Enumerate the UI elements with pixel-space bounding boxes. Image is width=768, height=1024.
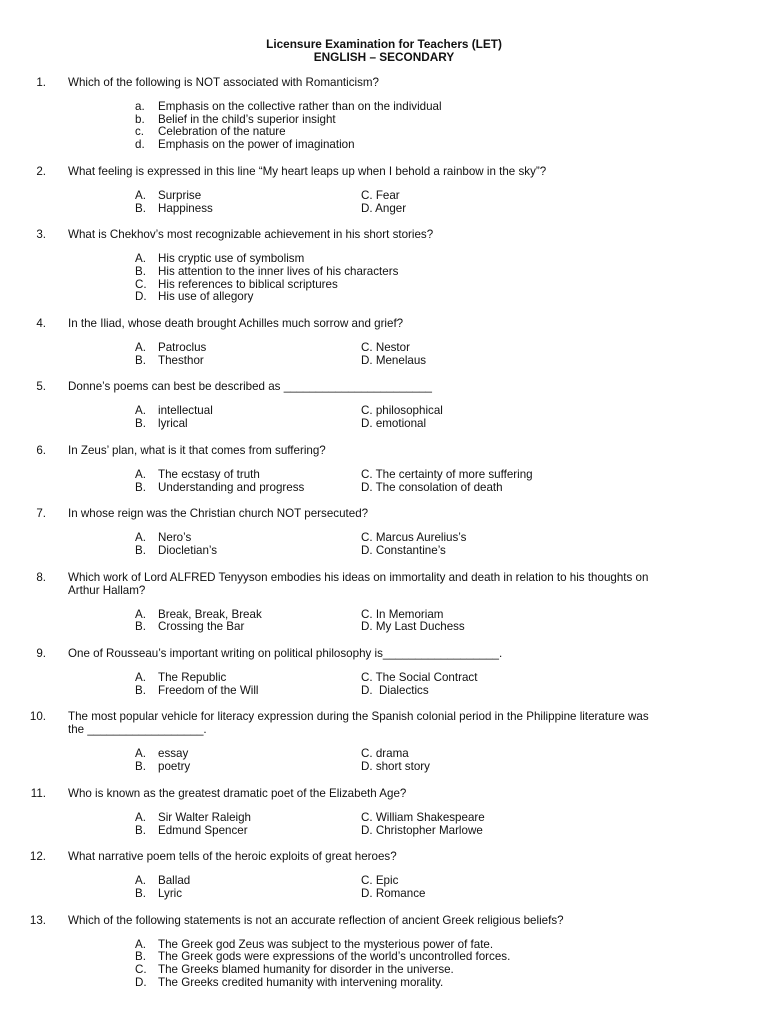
options-grid bbox=[0, 812, 768, 837]
question-number: 1. bbox=[36, 76, 46, 89]
option-letter: B. bbox=[135, 683, 146, 697]
question-number bbox=[0, 584, 68, 597]
option-left bbox=[135, 203, 361, 216]
option-letter: A. bbox=[135, 937, 146, 951]
option-row bbox=[0, 418, 768, 431]
option bbox=[0, 977, 768, 990]
option-text: Crossing the Bar bbox=[158, 620, 245, 634]
option-row bbox=[0, 812, 768, 825]
option-letter: B. bbox=[135, 264, 146, 278]
question-number: 3. bbox=[36, 228, 46, 242]
question-number: 4. bbox=[36, 317, 46, 331]
options-grid bbox=[0, 342, 768, 367]
option-left bbox=[135, 761, 361, 774]
option-text: D. The consolation of death bbox=[361, 480, 503, 494]
question-line bbox=[0, 571, 768, 584]
question-text: the __________________. bbox=[68, 723, 207, 737]
option-text: Celebration of the nature bbox=[158, 125, 286, 139]
option-left bbox=[135, 545, 361, 558]
option-right bbox=[361, 342, 621, 355]
question-text: The most popular vehicle for literacy expression during the Spanish colonial period in the Philippine literature was bbox=[68, 710, 649, 724]
option bbox=[0, 279, 768, 292]
options-grid bbox=[0, 875, 768, 900]
question-number: 13. bbox=[29, 913, 46, 927]
question-number: 9. bbox=[36, 647, 46, 661]
option-text: intellectual bbox=[158, 404, 213, 418]
question-line bbox=[0, 647, 768, 660]
option-letter: C. bbox=[135, 963, 147, 977]
question bbox=[0, 914, 768, 990]
option-row bbox=[0, 825, 768, 838]
option-row bbox=[0, 672, 768, 685]
options-grid bbox=[0, 748, 768, 773]
option-text: D. short story bbox=[361, 760, 430, 774]
option-text: Surprise bbox=[158, 188, 202, 202]
option-text: His attention to the inner lives of his characters bbox=[158, 264, 399, 278]
option-row bbox=[0, 621, 768, 634]
option-right bbox=[361, 672, 621, 685]
option-text: D. emotional bbox=[361, 417, 427, 431]
question-number: 12. bbox=[29, 850, 46, 864]
option-letter: a. bbox=[135, 100, 145, 113]
option-text: poetry bbox=[158, 760, 191, 774]
option-text: Diocletian’s bbox=[158, 543, 218, 557]
option-text: Emphasis on the power of imagination bbox=[158, 138, 355, 152]
option-letter: B. bbox=[135, 950, 146, 964]
option-right bbox=[361, 469, 621, 482]
question-text: What is Chekhov’s most recognizable achievement in his short stories? bbox=[68, 228, 434, 242]
option-text: C. Fear bbox=[361, 188, 400, 202]
option-left bbox=[135, 685, 361, 698]
option-left bbox=[135, 190, 361, 203]
option-right bbox=[361, 812, 621, 825]
option-row bbox=[0, 761, 768, 774]
option-letter: A. bbox=[135, 467, 146, 481]
question-list bbox=[0, 76, 768, 1003]
option-text: C. Epic bbox=[361, 874, 399, 888]
option bbox=[0, 291, 768, 304]
option-text: His use of allegory bbox=[158, 290, 254, 304]
option-right bbox=[361, 482, 621, 495]
question bbox=[0, 787, 768, 837]
option bbox=[0, 964, 768, 977]
option-row bbox=[0, 469, 768, 482]
option-text: Understanding and progress bbox=[158, 480, 305, 494]
options-grid bbox=[0, 532, 768, 557]
question-line bbox=[0, 914, 768, 927]
question-line bbox=[0, 787, 768, 800]
question-line bbox=[0, 710, 768, 723]
option-letter: B. bbox=[135, 886, 146, 900]
question-text: In the Iliad, whose death brought Achilles much sorrow and grief? bbox=[68, 317, 404, 331]
option-letter: A. bbox=[135, 874, 146, 888]
question bbox=[0, 850, 768, 900]
option-left bbox=[135, 812, 361, 825]
option-row bbox=[0, 355, 768, 368]
options-grid bbox=[0, 609, 768, 634]
option-letter: A. bbox=[135, 747, 146, 761]
question-text: One of Rousseau’s important writing on political philosophy is__________________. bbox=[68, 647, 503, 661]
question-line bbox=[0, 584, 768, 597]
option-text: C. The Social Contract bbox=[361, 671, 478, 685]
option-left bbox=[135, 482, 361, 495]
option-row bbox=[0, 685, 768, 698]
document-subtitle: ENGLISH – SECONDARY bbox=[313, 50, 455, 64]
question bbox=[0, 710, 768, 773]
options-list bbox=[0, 101, 768, 152]
option-left bbox=[135, 418, 361, 431]
option-text: D. My Last Duchess bbox=[361, 620, 465, 634]
option-text: His cryptic use of symbolism bbox=[158, 252, 305, 266]
option-right bbox=[361, 545, 621, 558]
question bbox=[0, 571, 768, 634]
option-right bbox=[361, 203, 621, 216]
option-letter: B. bbox=[135, 620, 146, 634]
options-grid bbox=[0, 469, 768, 494]
option-left bbox=[135, 672, 361, 685]
options-list bbox=[0, 253, 768, 304]
option bbox=[0, 139, 768, 152]
option-text: lyrical bbox=[158, 417, 188, 431]
question-line bbox=[0, 444, 768, 457]
option-letter: A. bbox=[135, 404, 146, 418]
question bbox=[0, 165, 768, 215]
option-text: D. Anger bbox=[361, 201, 407, 215]
option-text: Patroclus bbox=[158, 341, 207, 355]
question-line bbox=[0, 850, 768, 863]
option-text: Sir Walter Raleigh bbox=[158, 810, 251, 824]
question-text: In whose reign was the Christian church NOT persecuted? bbox=[68, 507, 369, 521]
option-text: Freedom of the Will bbox=[158, 683, 259, 697]
option bbox=[0, 126, 768, 139]
option-text: C. Marcus Aurelius’s bbox=[361, 531, 467, 545]
option-text: The Greeks blamed humanity for disorder in the universe. bbox=[158, 963, 454, 977]
option-letter: D. bbox=[135, 975, 147, 989]
option bbox=[0, 266, 768, 279]
option-text: D. Romance bbox=[361, 886, 426, 900]
question-line bbox=[0, 76, 768, 89]
question bbox=[0, 228, 768, 304]
question bbox=[0, 317, 768, 367]
option-right bbox=[361, 418, 621, 431]
option-text: Edmund Spencer bbox=[158, 823, 248, 837]
option-letter: A. bbox=[135, 531, 146, 545]
option-text: C. Nestor bbox=[361, 341, 410, 355]
question bbox=[0, 444, 768, 494]
option-letter: A. bbox=[135, 188, 146, 202]
option-right bbox=[361, 685, 621, 698]
option-letter: A. bbox=[135, 810, 146, 824]
question bbox=[0, 380, 768, 430]
option-text: Ballad bbox=[158, 874, 191, 888]
option-left bbox=[135, 469, 361, 482]
question-text: Who is known as the greatest dramatic poet of the Elizabeth Age? bbox=[68, 786, 407, 800]
option bbox=[0, 114, 768, 127]
option-text: C. drama bbox=[361, 747, 409, 761]
question-number: 5. bbox=[36, 380, 46, 394]
option-letter: c. bbox=[135, 125, 145, 139]
question-line bbox=[0, 228, 768, 241]
option-text: Thesthor bbox=[158, 353, 204, 367]
question-text: Which work of Lord ALFRED Tenyyson embodies his ideas on immortality and death in relation to his thoughts on bbox=[68, 570, 649, 584]
option-text: C. In Memoriam bbox=[361, 607, 444, 621]
option-right bbox=[361, 621, 621, 634]
question-text: What feeling is expressed in this line “My heart leaps up when I behold a rainbow in the sky”? bbox=[68, 164, 547, 178]
question bbox=[0, 507, 768, 557]
options-grid bbox=[0, 405, 768, 430]
options-grid bbox=[0, 190, 768, 215]
option-text: Belief in the child’s superior insight bbox=[158, 112, 336, 126]
option-text: C. William Shakespeare bbox=[361, 810, 485, 824]
option-left bbox=[135, 888, 361, 901]
document-title: Licensure Examination for Teachers (LET) bbox=[266, 37, 502, 51]
question-number: 6. bbox=[36, 443, 46, 457]
option-text: Happiness bbox=[158, 201, 213, 215]
option-letter: C. bbox=[135, 277, 147, 291]
option-right bbox=[361, 888, 621, 901]
option-right bbox=[361, 825, 621, 838]
question-number: 11. bbox=[30, 786, 46, 800]
option-left bbox=[135, 342, 361, 355]
option-text: D. Christopher Marlowe bbox=[361, 823, 483, 837]
option-letter: b. bbox=[135, 112, 145, 126]
option-letter: A. bbox=[135, 252, 146, 266]
option-text: D. Constantine’s bbox=[361, 543, 446, 557]
option-text: The Greeks credited humanity with intervening morality. bbox=[158, 975, 444, 989]
question-number: 7. bbox=[36, 507, 46, 521]
option-text: Emphasis on the collective rather than on the individual bbox=[158, 100, 442, 113]
question-line bbox=[0, 380, 768, 393]
option-row bbox=[0, 888, 768, 901]
option-text: The Greek god Zeus was subject to the mysterious power of fate. bbox=[158, 937, 494, 951]
option-letter: B. bbox=[135, 543, 146, 557]
options-grid bbox=[0, 672, 768, 697]
option-left bbox=[135, 621, 361, 634]
options-list bbox=[0, 939, 768, 990]
option-right bbox=[361, 355, 621, 368]
option-letter: B. bbox=[135, 353, 146, 367]
option-letter: B. bbox=[135, 417, 146, 431]
option-text: The Greek gods were expressions of the world’s uncontrolled forces. bbox=[158, 950, 511, 964]
option-letter: B. bbox=[135, 480, 146, 494]
option-right bbox=[361, 190, 621, 203]
question-line bbox=[0, 165, 768, 178]
question bbox=[0, 647, 768, 697]
option-right bbox=[361, 761, 621, 774]
question-text: Which of the following statements is not an accurate reflection of ancient Greek religious beliefs? bbox=[68, 913, 564, 927]
option bbox=[0, 101, 768, 114]
question-text: Which of the following is NOT associated with Romanticism? bbox=[68, 76, 380, 89]
question-number bbox=[0, 723, 68, 736]
option-letter: B. bbox=[135, 823, 146, 837]
option-text: D. Dialectics bbox=[361, 683, 429, 697]
question-number: 10. bbox=[29, 710, 46, 724]
option-row bbox=[0, 545, 768, 558]
option-letter: B. bbox=[135, 201, 146, 215]
option-row bbox=[0, 203, 768, 216]
option-row bbox=[0, 190, 768, 203]
option-text: essay bbox=[158, 747, 189, 761]
option-text: C. philosophical bbox=[361, 404, 443, 418]
question bbox=[0, 76, 768, 152]
question-text: Arthur Hallam? bbox=[68, 583, 146, 597]
option-text: His references to biblical scriptures bbox=[158, 277, 338, 291]
option-letter: A. bbox=[135, 607, 146, 621]
option-text: Nero’s bbox=[158, 531, 192, 545]
option-text: D. Menelaus bbox=[361, 353, 427, 367]
option-left bbox=[135, 825, 361, 838]
option-letter: B. bbox=[135, 760, 146, 774]
question-text: Donne’s poems can best be described as _______________________ bbox=[68, 380, 432, 394]
option-row bbox=[0, 482, 768, 495]
question-text: What narrative poem tells of the heroic exploits of great heroes? bbox=[68, 850, 397, 864]
option-text: Break, Break, Break bbox=[158, 607, 262, 621]
question-line bbox=[0, 317, 768, 330]
option-text: Lyric bbox=[158, 886, 183, 900]
question-text: In Zeus’ plan, what is it that comes from suffering? bbox=[68, 443, 326, 457]
option-letter: d. bbox=[135, 138, 145, 152]
option-letter: D. bbox=[135, 290, 147, 304]
option-letter: A. bbox=[135, 671, 146, 685]
option-text: The Republic bbox=[158, 671, 227, 685]
question-number: 8. bbox=[36, 570, 46, 584]
question-line bbox=[0, 723, 768, 736]
option-left bbox=[135, 355, 361, 368]
option-text: The ecstasy of truth bbox=[158, 467, 260, 481]
option-text: C. The certainty of more suffering bbox=[361, 467, 533, 481]
option-row bbox=[0, 342, 768, 355]
option-letter: A. bbox=[135, 341, 146, 355]
question-line bbox=[0, 507, 768, 520]
question-number: 2. bbox=[36, 164, 46, 178]
